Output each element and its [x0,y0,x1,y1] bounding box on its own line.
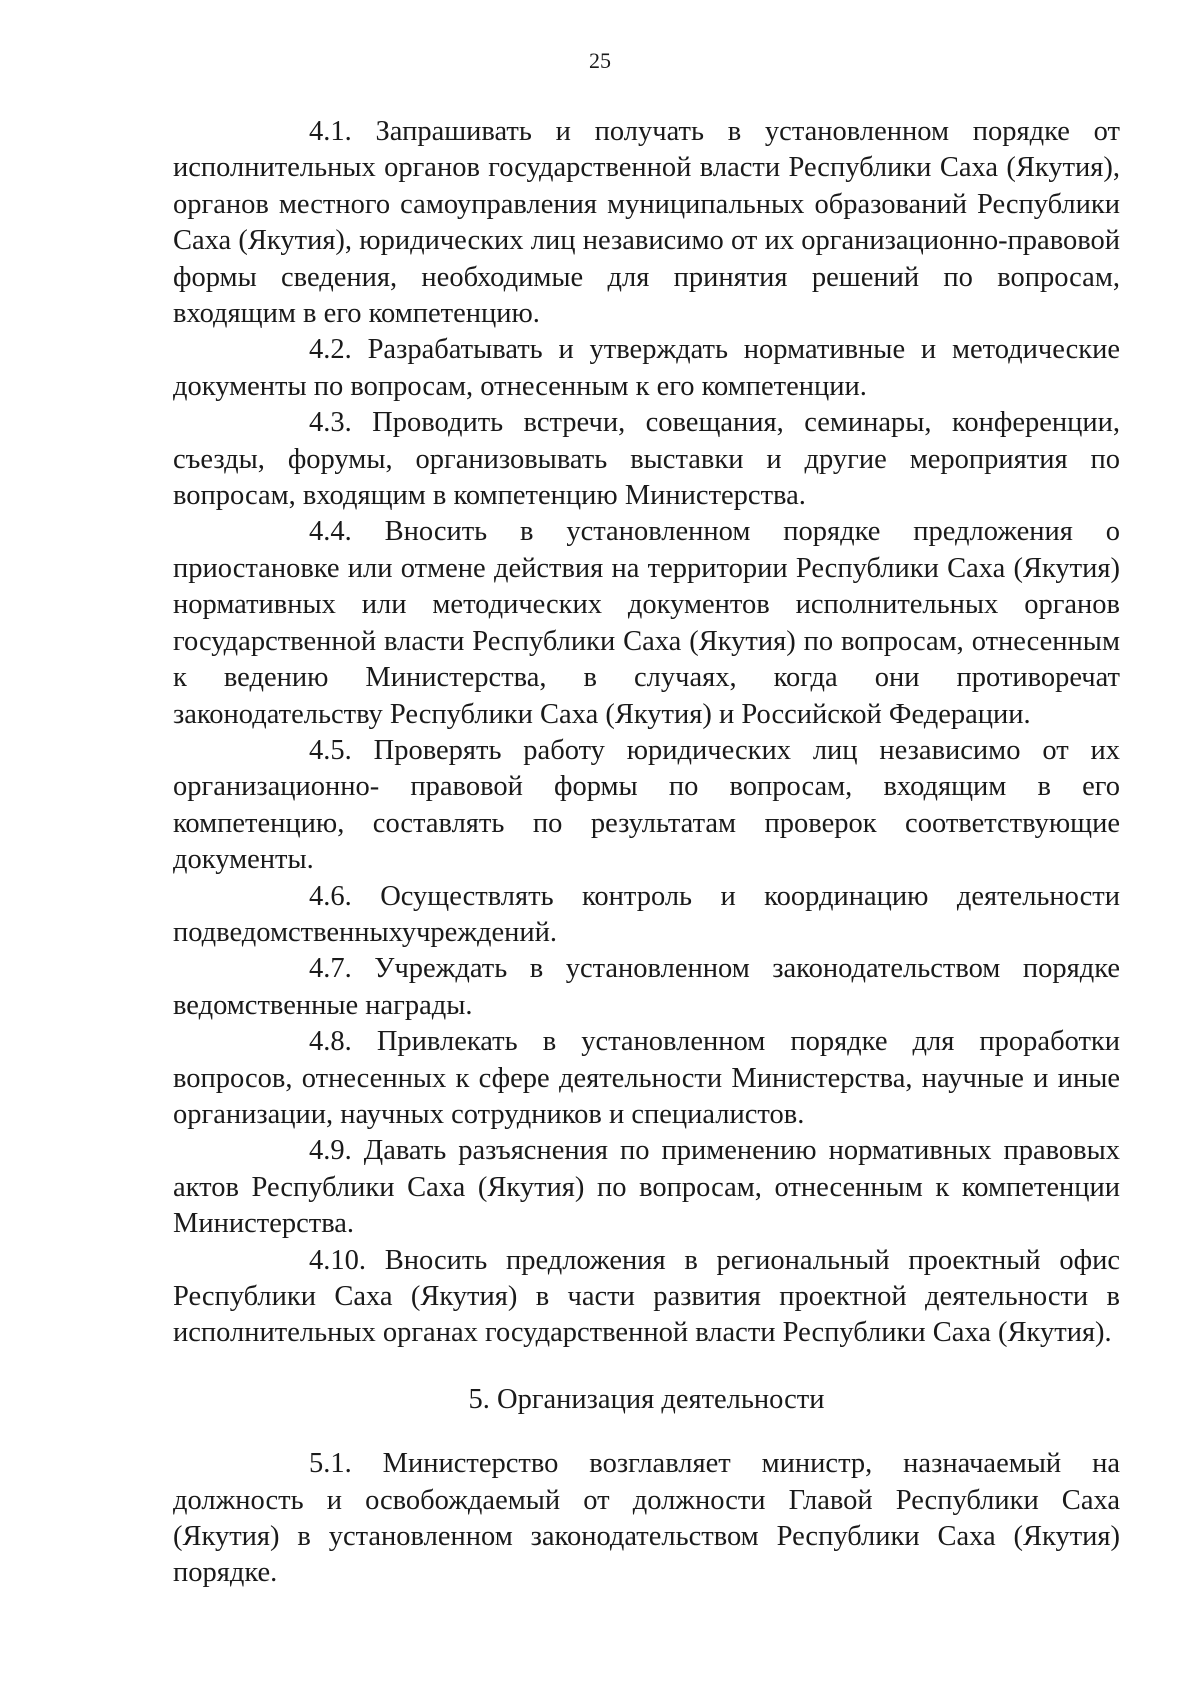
clause-text: Министерство возглавляет министр, назначаемый на должность и освобождаемый от должности Главой Республики Саха (Якутия) в установленном законодательством Республики Саха (Якутия) порядке. [173,1448,1120,1589]
clause-text: Проверять работу юридических лиц независимо от их организационно- правовой формы по вопросам, входящим в его компетенцию, составлять по результатам проверок соответствующие документы. [173,734,1120,876]
clause-4-9 [173,1133,1120,1242]
section-5-list [173,1446,1120,1592]
clause-number: 4.10. [309,1244,366,1276]
page-number: 25 [589,48,611,73]
clause-4-2 [173,332,1120,405]
clause-4-3 [173,405,1120,514]
clause-text: Вносить в установленном порядке предложения о приостановке или отмене действия на территории Республики Саха (Якутия) нормативных или методических документов исполнительных органов государственной власти Республики Саха (Якутия) по вопросам, отнесенным к ведению Министерства, в случаях, когда они противоречат законодательству Республики Саха (Якутия) и Российской Федерации. [173,516,1120,730]
clause-number: 5.1. [309,1448,352,1480]
clause-number: 4.1. [309,116,352,147]
clause-number: 4.9. [309,1135,352,1167]
clause-number: 4.7. [309,953,352,985]
clause-text: Осуществлять контроль и координацию деятельности подведомственныхучреждений. [173,880,1120,948]
clause-4-5 [173,733,1120,879]
clause-number: 4.2. [309,334,352,366]
clause-number: 4.6. [309,880,352,912]
clause-4-7 [173,951,1120,1024]
clause-number: 4.4. [309,516,352,548]
clause-5-1 [173,1446,1120,1592]
clause-text: Разрабатывать и утверждать нормативные и методические документы по вопросам, отнесенным к его компетенции. [173,334,1120,402]
clause-number: 4.8. [309,1026,352,1058]
clause-number: 4.5. [309,734,352,766]
section-5-heading: 5. Организация деятельности [468,1383,825,1415]
clause-text: Учреждать в установленном законодательством порядке ведомственные награды. [173,953,1120,1021]
clause-4-1 [173,114,1120,332]
section-4-list [173,114,1120,1352]
clause-text: Проводить встречи, совещания, семинары, конференции, съезды, форумы, организовывать выставки и другие мероприятия по вопросам, входящим в компетенцию Министерства. [173,407,1121,512]
clause-4-6 [173,879,1120,952]
clause-4-4 [173,514,1120,732]
clause-text: Запрашивать и получать в установленном порядке от исполнительных органов государственной власти Республики Саха (Якутия), органов местного самоуправления муниципальных образований Республики Саха (Якутия), юридических лиц независимо от их организационно-правовой формы сведения, необходимые для принятия решений по вопросам, входящим в его компетенцию. [173,116,1120,330]
clause-text: Привлекать в установленном порядке для проработки вопросов, отнесенных к сфере деятельности Министерства, научные и иные организации, научных сотрудников и специалистов. [173,1026,1120,1130]
clause-text: Вносить предложения в региональный проектный офис Республики Саха (Якутия) в части развития проектной деятельности в исполнительных органах государственной власти Республики Саха (Якутия). [173,1244,1120,1349]
clause-4-8 [173,1024,1120,1133]
document-body [173,114,1120,1592]
clause-4-10 [173,1243,1120,1352]
clause-number: 4.3. [309,407,352,439]
clause-text: Давать разъяснения по применению нормативных правовых актов Республики Саха (Якутия) по вопросам, отнесенным к компетенции Министерства. [173,1135,1120,1240]
